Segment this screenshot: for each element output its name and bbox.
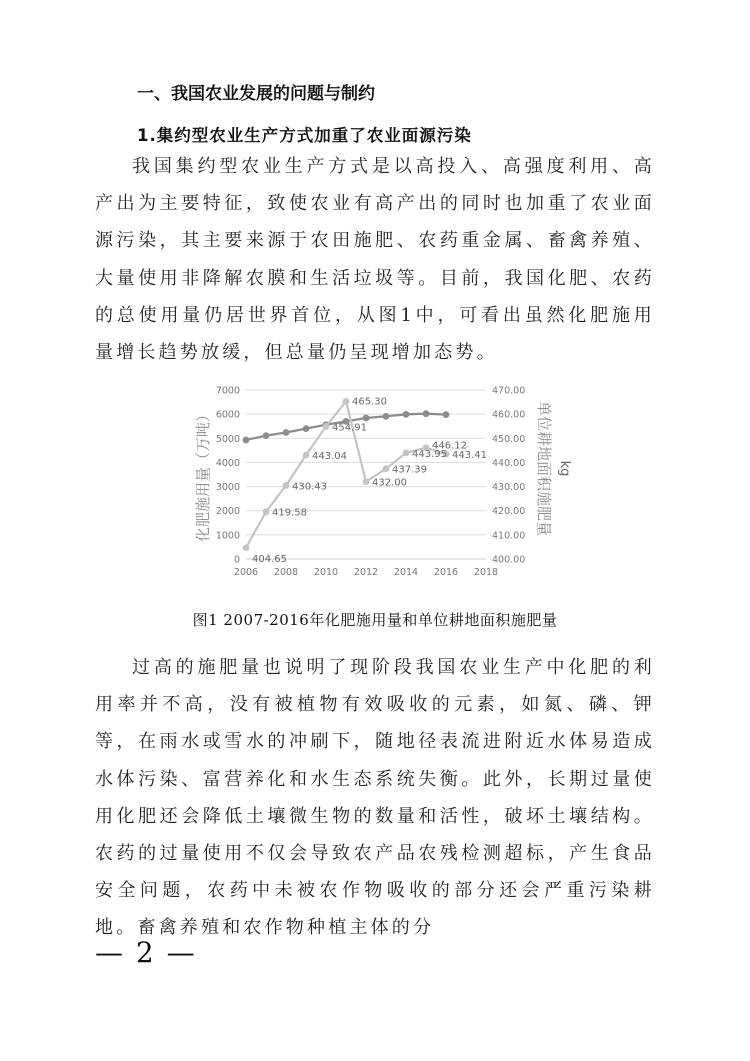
data-point [423,410,430,417]
data-point [443,411,450,418]
y2-tick-label: 420.00 [492,506,526,518]
x-tick-label: 2006 [233,567,259,578]
data-label: 443.41 [452,450,487,462]
y-tick-label: 7000 [215,385,240,397]
data-label: 454.91 [332,422,367,434]
y2-tick-label: 450.00 [492,433,526,445]
data-point [363,478,370,485]
y2-tick-label: 410.00 [492,530,526,542]
data-label: 443.95 [412,448,447,460]
data-point [283,429,290,436]
data-point [283,482,290,489]
y2-tick-label: 470.00 [492,385,526,397]
data-label: 443.04 [312,451,347,463]
y2-tick-label: 400.00 [492,554,526,566]
figure-caption: 图1 2007-2016年化肥施用量和单位耕地面积施肥量 [192,611,558,629]
y-tick-label: 2000 [215,506,240,518]
y-tick-label: 4000 [215,457,240,469]
data-point [383,413,390,420]
data-label: 404.65 [252,553,287,565]
x-tick-label: 2016 [433,567,459,578]
data-point [403,449,410,456]
y2-tick-label: 430.00 [492,482,526,494]
y2-tick-label: 440.00 [492,457,526,469]
y2-axis-title: 单位耕地面积施肥量 [535,400,553,537]
y2-tick-label: 460.00 [492,409,526,421]
data-point [323,423,330,430]
data-point [383,465,390,472]
data-point [263,508,270,515]
x-tick-label: 2014 [393,567,419,578]
page-number: — 2 — [95,936,197,969]
y-tick-label: 0 [233,554,240,566]
data-point [263,432,270,439]
y-tick-label: 5000 [215,433,240,445]
paragraph-intro: 我国集约型农业生产方式是以高投入、高强度利用、高产出为主要特征，致使农业有高产出的同时也加重了农业面源污染，其主要来源于农田施肥、农药重金属、畜禽养殖、大量使用非降解农膜和生活垃圾等。目前，我国化肥、农药的总使用量仍居世界首位，从图1中，可看出虽然化肥施用量增长趋势放缓，但总量仍呈现增加态势。 [95,156,655,364]
data-point [243,437,250,444]
chart-svg [186,380,572,592]
y-tick-label: 3000 [215,482,240,494]
y-axis-title: 化肥施用量（万吨） [194,406,212,543]
data-point [243,544,250,551]
section-heading: 一、我国农业发展的问题与制约 [137,84,375,104]
y2-axis-unit: kg [557,460,572,477]
data-point [363,415,370,422]
y-tick-label: 1000 [215,530,240,542]
x-tick-label: 2008 [273,567,299,578]
data-label: 432.00 [372,477,407,489]
data-point [403,411,410,418]
subsection-heading: 1.集约型农业生产方式加重了农业面源污染 [137,126,472,145]
data-point [343,398,350,405]
data-label: 446.12 [432,440,467,452]
data-label: 430.43 [292,481,327,493]
data-point [303,452,310,459]
data-label: 419.58 [272,507,307,519]
fertilizer-chart [186,380,572,592]
x-tick-label: 2010 [313,567,339,578]
data-label: 465.30 [352,396,387,408]
x-tick-label: 2012 [353,567,379,578]
paragraph-body: 过高的施肥量也说明了现阶段我国农业生产中化肥的利用率并不高，没有被植物有效吸收的元素，如氮、磷、钾等，在雨水或雪水的冲刷下，随地径表流进附近水体易造成水体污染、富营养化和水生态系统失衡。此外，长期过量使用化肥还会降低土壤微生物的数量和活性，破坏土壤结构。农药的过量使用不仅会导致农产品农残检测超标，产生食品安全问题，农药中未被农作物吸收的部分还会严重污染耕地。畜禽养殖和农作物种植主体的分 [95,657,655,939]
y-tick-label: 6000 [215,409,240,421]
data-label: 437.39 [392,464,427,476]
data-point [303,425,310,432]
x-tick-label: 2018 [473,567,499,578]
